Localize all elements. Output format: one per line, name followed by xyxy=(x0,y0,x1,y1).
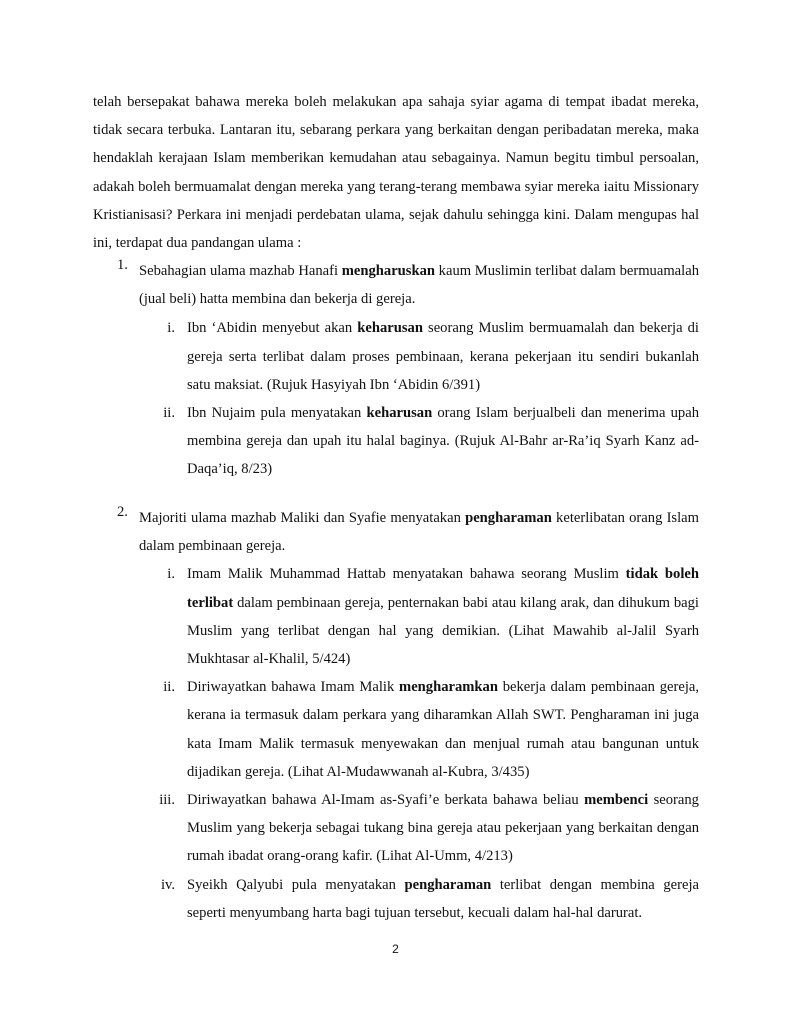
list-number: 1. xyxy=(117,257,128,273)
list-number: 2. xyxy=(117,504,128,520)
text-segment: Diriwayatkan bahawa Imam Malik xyxy=(187,679,400,696)
sub-number: iii. xyxy=(159,792,175,809)
list-item xyxy=(93,257,699,484)
page-number: 2 xyxy=(392,942,399,956)
sub-number: i. xyxy=(167,320,175,337)
bold-term: mengharuskan xyxy=(341,263,435,279)
bold-term: keharusan xyxy=(366,405,433,422)
intro-paragraph: telah bersepakat bahawa mereka boleh melakukan apa sahaja syiar agama di tempat ibadat mereka, tidak secara terbuka. Lantaran itu, sebarang perkara yang berkaitan dengan peribadatan mereka, maka hendaklah kerajaan Islam memberikan kemudahan atau sebagainya. Namun begitu timbul persoalan, adakah boleh bermuamalat dengan mereka yang terang-terang membawa syiar mereka iaitu Missionary Kristianisasi? Perkara ini menjadi perdebatan ulama, sejak dahulu sehingga kini. Dalam mengupas hal ini, terdapat dua pandangan ulama : xyxy=(93,94,699,252)
text-segment: Diriwayatkan bahawa Al-Imam as-Syafi’e berkata bahawa beliau xyxy=(187,792,585,809)
text-segment: kaum Muslimin terlibat dalam bermuamalah (jual beli) hatta membina dan bekerja di gereja. xyxy=(139,263,699,308)
sub-number: ii. xyxy=(163,405,175,422)
sub-item-text xyxy=(187,399,699,484)
sub-item-text xyxy=(187,871,699,927)
text-segment: Syeikh Qalyubi pula menyatakan xyxy=(187,876,405,893)
sub-item xyxy=(160,871,699,927)
text-segment: orang Islam berjualbeli dan menerima upah membina gereja dan upah itu halal baginya. (Rujuk Al-Bahr ar-Ra’iq Syarh Kanz ad-Daqa’iq, 8/23) xyxy=(187,405,699,478)
sub-item xyxy=(167,560,699,673)
sub-item-text xyxy=(187,673,699,786)
list-item xyxy=(93,504,699,927)
sub-item-text xyxy=(187,786,699,871)
bold-term: tidak boleh terlibat xyxy=(187,566,699,611)
bold-term: pengharaman xyxy=(404,876,492,893)
text-segment: seorang Muslim yang bekerja sebagai tukang bina gereja atau pekerjaan yang berkaitan dengan rumah ibadat orang-orang kafir. (Lihat Al-Umm, 4/213) xyxy=(187,792,699,865)
sub-number: i. xyxy=(167,566,175,583)
sub-number: ii. xyxy=(163,679,175,696)
bold-term: membenci xyxy=(584,792,649,809)
text-segment: keterlibatan orang Islam dalam pembinaan gereja. xyxy=(139,510,699,555)
text-segment: seorang Muslim bermuamalah dan bekerja di gereja serta terlibat dalam proses pembinaan, kerana pekerjaan itu sendiri bukanlah satu maksiat. (Rujuk Hasyiyah Ibn ‘Abidin 6/391) xyxy=(187,320,699,393)
sub-item-text xyxy=(187,560,699,673)
list-item-text xyxy=(139,257,699,313)
text-segment: Imam Malik Muhammad Hattab menyatakan bahawa seorang Muslim xyxy=(187,566,626,583)
text-segment: Majoriti ulama mazhab Maliki dan Syafie menyatakan xyxy=(139,510,466,526)
text-segment: bekerja dalam pembinaan gereja, kerana ia termasuk dalam perkara yang diharamkan Allah SWT. Pengharaman ini juga kata Imam Malik termasuk menyewakan dan menjual rumah atau bangunan untuk dijadikan gereja. (Lihat Al-Mudawwanah al-Kubra, 3/435) xyxy=(187,679,700,780)
sub-number: iv. xyxy=(160,876,175,893)
bold-term: keharusan xyxy=(357,320,423,337)
text-segment: terlibat dengan membina gereja seperti menyumbang harta bagi tujuan tersebut, kecuali dalam hal-hal darurat. xyxy=(187,876,699,921)
sub-item-text xyxy=(187,314,699,399)
sub-item xyxy=(167,314,699,399)
list-item-text xyxy=(139,504,699,560)
bold-term: pengharaman xyxy=(465,510,552,526)
text-segment: Ibn Nujaim pula menyatakan xyxy=(187,405,367,422)
sub-item xyxy=(159,786,699,871)
sub-item xyxy=(163,399,699,484)
text-segment: dalam pembinaan gereja, penternakan babi atau kilang arak, dan dihukum bagi Muslim yang terlibat dengan hal yang demikian. (Lihat Mawahib al-Jalil Syarh Mukhtasar al-Khalil, 5/424) xyxy=(187,594,699,668)
bold-term: mengharamkan xyxy=(399,679,498,696)
text-segment: Ibn ‘Abidin menyebut akan xyxy=(187,320,358,337)
sub-item xyxy=(163,673,700,786)
text-segment: Sebahagian ulama mazhab Hanafi xyxy=(139,263,342,279)
